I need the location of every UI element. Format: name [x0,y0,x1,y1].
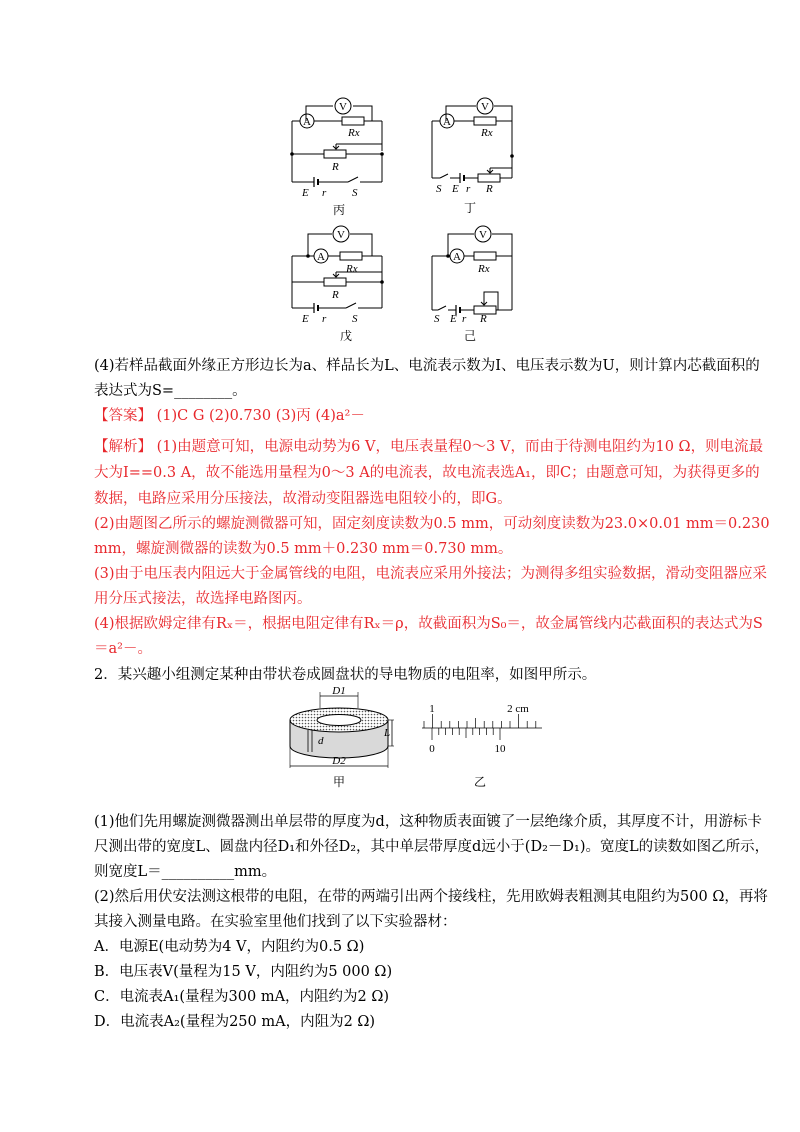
internal-r-label: r [466,183,471,195]
rx-label: Rx [478,263,490,275]
analysis-line-7: 用分压式接法，故选择电路图丙。 [94,591,312,607]
q2-part1-line-2: 尺测出带的宽度L、圆盘内径D₁和外径D₂，其中单层带厚度d远小于(D₂－D₁)。宽度L的读数如图乙所示， [94,839,770,855]
q2-part1-line-1: (1)他们先用螺旋测微器测出单层带的厚度为d，这种物质表面镀了一层绝缘介质，其厚度不计，用游标卡 [94,814,762,830]
analysis-line-6: (3)由于电压表内阻远大于金属管线的电阻，电流表应采用外接法；为测得多组实验数据，滑动变阻器应采 [94,566,768,582]
vernier-scale-label-10: 10 [494,743,506,755]
analysis-text: (1)由题意可知，电源电动势为6 V，电压表量程0～3 V，而由于待测电阻约为10 Ω，则电流最 [156,439,764,455]
analysis-tag: 【解析】 [94,439,152,455]
rheostat-label: R [332,161,339,173]
internal-r-label: r [322,313,327,325]
ammeter-label: A [317,251,325,263]
voltmeter-label: V [481,101,489,113]
analysis-line-8: (4)根据欧姆定律有Rₓ＝，根据电阻定律有Rₓ＝ρ，故截面积为S₀＝，故金属管线内芯截面积的表达式为S [94,616,763,632]
voltmeter-label: V [337,229,345,241]
q4-line-1: (4)若样品截面外缘正方形边长为a、样品长为L、电流表示数为I、电压表示数为U，则计算内芯截面积的 [94,358,760,374]
option-b: B．电压表V(量程为15 V，内阻约为5 000 Ω) [94,964,393,980]
voltmeter-label: V [479,229,487,241]
emf-label: E [450,313,457,325]
q2-part1-line-3: 则宽度L＝__________mm。 [94,864,277,880]
circuit-diagram-ding [426,96,526,218]
switch-label: S [352,313,358,325]
circuit-caption: 丁 [463,201,477,215]
emf-label: E [452,183,459,195]
figure-yi-vernier [418,698,548,794]
analysis-line-9: ＝a²－。 [94,641,152,657]
answer-tag: 【答案】 [94,408,152,424]
rx-label: Rx [481,127,493,139]
analysis-line-4: (2)由题图乙所示的螺旋测微器可知，固定刻度读数为0.5 mm，可动刻度读数为23.0×0.01 mm＝0.230 [94,516,770,532]
option-a: A．电源E(电动势为4 V，内阻约为0.5 Ω) [94,939,365,955]
l-label: L [384,727,391,739]
rx-label: Rx [346,263,358,275]
answer-text: (1)C G (2)0.730 (3)丙 (4)a²－ [156,408,365,424]
rheostat-label: R [486,183,493,195]
rheostat-label: R [480,313,487,325]
question2-stem: 2．某兴趣小组测定某种由带状卷成圆盘状的导电物质的电阻率，如图甲所示。 [94,667,597,683]
d2-label: D2 [332,755,346,767]
analysis-line-1 [94,437,763,457]
circuit-caption: 戊 [339,329,353,343]
circuit-diagram-wu [286,222,392,344]
figure-jia-disk [280,686,400,794]
q2-part2-line-1: (2)然后用伏安法测这根带的电阻，在带的两端引出两个接线柱，先用欧姆表粗测其电阻约为500 Ω，再将 [94,889,768,905]
emf-label: E [302,187,309,199]
ammeter-label: A [453,251,461,263]
option-c: C．电流表A₁(量程为300 mA，内阻约为2 Ω) [94,989,390,1005]
ammeter-label: A [443,116,451,128]
d1-label: D1 [332,686,346,697]
d-label: d [318,735,324,747]
switch-label: S [434,313,440,325]
vernier-scale-label-0: 0 [429,743,435,755]
option-d: D．电流表A₂(量程为250 mA，内阻为2 Ω) [94,1014,376,1030]
internal-r-label: r [322,187,327,199]
voltmeter-label: V [339,101,347,113]
switch-label: S [436,183,442,195]
internal-r-label: r [462,313,467,325]
figure-caption-yi: 乙 [473,775,487,789]
circuit-caption: 丙 [332,203,346,217]
main-scale-label-2: 2 cm [507,703,529,715]
emf-label: E [302,313,309,325]
q2-part2-line-2: 其接入测量电路。在实验室里他们找到了以下实验器材： [94,914,457,930]
rheostat-label: R [332,289,339,301]
circuit-diagram-bing [286,96,392,218]
q4-line-2: 表达式为S=________。 [94,383,247,399]
circuit-caption: 己 [463,329,477,343]
answer-line [94,406,365,426]
analysis-line-3: 数据，电路应采用分压接法，故滑动变阻器选电阻较小的，即G。 [94,491,512,507]
analysis-line-5: mm，螺旋测微器的读数为0.5 mm＋0.230 mm＝0.730 mm。 [94,541,513,557]
switch-label: S [352,187,358,199]
rx-label: Rx [348,127,360,139]
analysis-line-2: 大为I==0.3 A，故不能选用量程为0～3 A的电流表，故电流表选A₁，即C；由题意可知，为获得更多的 [94,465,760,481]
circuit-diagram-ji [426,222,526,344]
figure-caption-jia: 甲 [332,775,346,789]
ammeter-label: A [303,116,311,128]
main-scale-label-1: 1 [429,703,435,715]
